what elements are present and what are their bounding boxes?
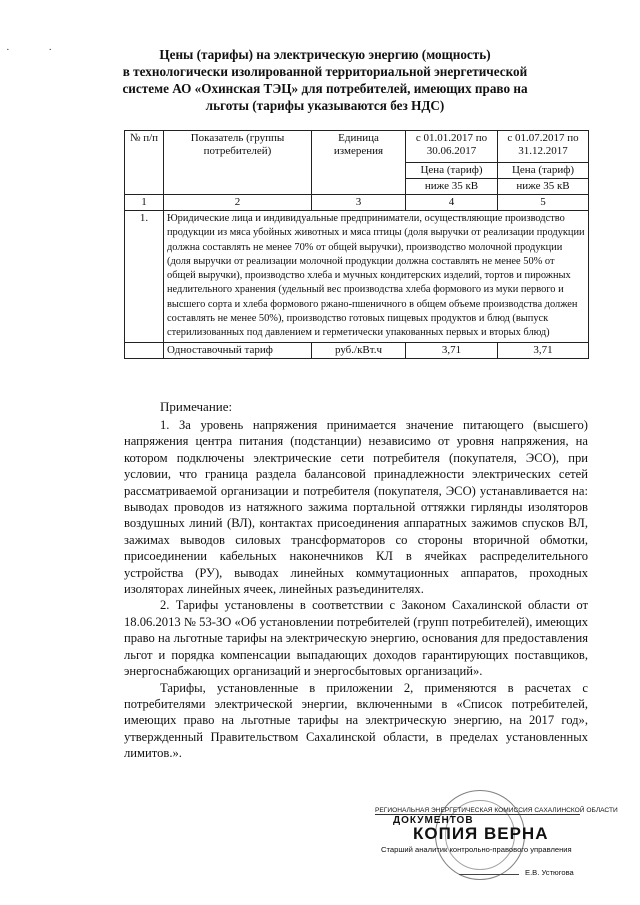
note-paragraph: 2. Тарифы установлены в соответствии с Законом Сахалинской области от 18.06.2013 № 53-ЗО «Об установлении потребителей (групп потребителей), имеющих право на льготные тарифы на электрическую энергию, основания для предоставления льгот и порядка компенсации выпадающих доходов гарантирующих поставщиков, энергоснабжающих организаций и энергосбытовых организаций». [124,598,588,679]
header-voltage-1: ниже 35 кВ [406,179,498,195]
tariff-value-2: 3,71 [498,342,589,358]
stamp-role: Старший аналитик контрольно-правового управления [381,845,572,854]
document-title [105,46,545,114]
consumer-group-description: Юридические лица и индивидуальные предприниматели, осуществляющие производство продукции из мяса убойных животных и мяса птицы (доля выручки от реализации продукции должна составлять не менее 70% от общей выручки), производство молочной продукции (доля выручки от реализации молочной продукции должна составлять не менее 50% от общей выручки), производство хлеба и мучных кондитерских изделий, тортов и пирожных недлительного хранения (удельный вес производства хлеба формового из муки первого и высшего сорта и хлеба формового ржано-пшеничного в общем объеме производства должен составлять не менее 50%), производство готовых пищевых продуктов и блюд (выпуск стерилизованных под давлением и герметически упакованных первых и вторых блюд) [164,211,589,343]
note-paragraph: 1. За уровень напряжения принимается значение питающего (высшего) напряжения центра питания (подстанции) независимо от уровня напряжения, на котором подключены электрические сети потребителя (покупателя, ЭСО), при условии, что граница раздела балансовой принадлежности электрических сетей рассматриваемой организации и потребителя (покупателя, ЭСО) устанавливается на: выводах проводов из натяжного зажима портальной оттяжки гирлянды изоляторов воздушных линий (ВЛ), контактах присоединения аппаратных зажимов спусков ВЛ, зажимах выводов силовых трансформаторов со стороны вторичной обмотки, присоединении кабельных наконечников КЛ в ячейках распределительного устройства (РУ), выводах линейных коммутационных аппаратов, проходных изоляторах линейных ячеек, линейных разъединителях. [124,418,588,597]
stamp-signer-name: Е.В. Устюгова [525,868,574,877]
note-paragraph: Тарифы, установленные в приложении 2, применяются в расчетах с потребителями электрической энергии, включенными в «Список потребителей, имеющих право на льготные тарифы на электрическую энергию, на 2017 год», утвержденный Правительством Сахалинской области, в пределах установленных лимитов.». [124,680,588,761]
header-period-2: с 01.07.2017 по 31.12.2017 [498,131,589,163]
stamp-main-text: КОПИЯ ВЕРНА [413,824,549,843]
header-voltage-2: ниже 35 кВ [498,179,589,195]
notes-title: Примечание: [160,399,233,414]
column-number: 3 [312,195,406,211]
tariff-unit: руб./кВт.ч [312,342,406,358]
title-line: системе АО «Охинская ТЭЦ» для потребителей, имеющих право на [122,81,528,96]
title-line: льготы (тарифы указываются без НДС) [205,98,445,113]
header-price-1: Цена (тариф) [406,163,498,179]
column-number: 5 [498,195,589,211]
column-number: 2 [164,195,312,211]
stamp-header: ДОКУМЕНТОВ [393,815,474,826]
column-number: 4 [406,195,498,211]
scan-specks: · · [6,44,71,56]
title-line: в технологически изолированной территориальной энергетической [122,64,528,79]
tariff-value-1: 3,71 [406,342,498,358]
header-price-2: Цена (тариф) [498,163,589,179]
stamp-agency: РЕГИОНАЛЬНАЯ ЭНЕРГЕТИЧЕСКАЯ КОМИССИЯ САХАЛИНСКОЙ ОБЛАСТИ [375,807,618,814]
column-number: 1 [125,195,164,211]
row-number: 1. [125,211,164,343]
title-line: Цены (тарифы) на электрическую энергию (мощность) [159,47,491,62]
header-indicator: Показатель (группы потребителей) [164,131,312,195]
empty-cell [125,342,164,358]
tariff-table [124,130,589,359]
header-unit: Единица измерения [312,131,406,195]
tariff-label: Одноставочный тариф [164,342,312,358]
notes-body [124,417,588,762]
signature-line [459,874,519,875]
header-period-1: с 01.01.2017 по 30.06.2017 [406,131,498,163]
certification-stamp [375,806,618,886]
header-num: № п/п [125,131,164,195]
